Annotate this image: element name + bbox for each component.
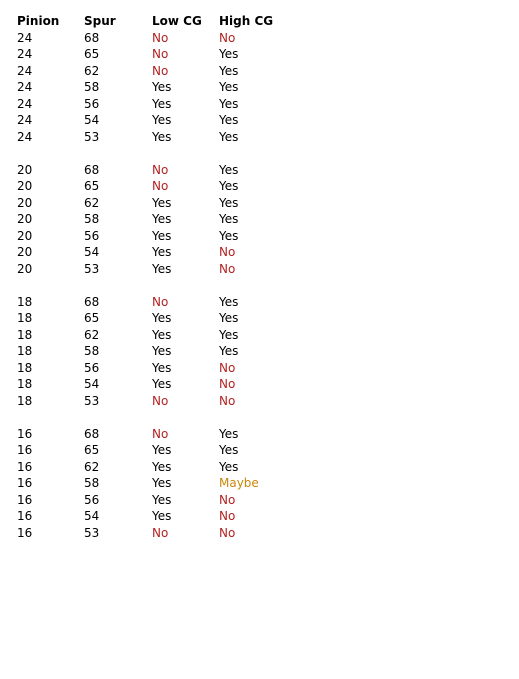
pinion-cell: 16	[17, 426, 33, 441]
high-cg-cell: No	[219, 525, 236, 540]
spur-cell: 54	[84, 509, 100, 523]
high-cg-cell: Yes	[219, 344, 239, 358]
low-cg-cell: No	[152, 294, 169, 309]
header-pinion: Pinion	[17, 14, 60, 28]
table-row	[17, 129, 289, 146]
header-row	[17, 13, 289, 30]
pinion-cell: 24	[17, 129, 33, 144]
pinion-cell: 18	[17, 294, 33, 309]
low-cg-cell: Yes	[152, 311, 172, 325]
spur-cell: 53	[84, 393, 100, 408]
spur-cell: 54	[84, 245, 100, 259]
table-row	[17, 508, 289, 525]
low-cg-cell: No	[152, 393, 169, 408]
spur-cell: 62	[84, 63, 100, 78]
table-row	[17, 459, 289, 476]
table-row	[17, 228, 289, 245]
table-row	[17, 393, 289, 410]
pinion-cell: 20	[17, 228, 33, 243]
high-cg-cell: No	[219, 393, 236, 408]
low-cg-cell: No	[152, 179, 169, 193]
table-row	[17, 343, 289, 360]
pinion-cell: 20	[17, 195, 33, 210]
table-row	[17, 96, 289, 113]
low-cg-cell: Yes	[152, 327, 172, 342]
low-cg-cell: Yes	[152, 459, 172, 474]
high-cg-cell: Yes	[219, 179, 239, 193]
table-row	[17, 195, 289, 212]
spur-cell: 68	[84, 294, 100, 309]
spur-cell: 53	[84, 129, 100, 144]
pinion-cell: 16	[17, 476, 33, 490]
spur-cell: 65	[84, 443, 100, 457]
pinion-cell: 18	[17, 344, 33, 358]
low-cg-cell: Yes	[152, 195, 172, 210]
pinion-cell: 24	[17, 47, 33, 61]
header-high-cg: High CG	[219, 14, 274, 28]
low-cg-cell: Yes	[152, 80, 172, 94]
low-cg-cell: Yes	[152, 129, 172, 144]
low-cg-cell: Yes	[152, 377, 172, 391]
table-row	[17, 426, 289, 443]
table-row	[17, 525, 289, 542]
pinion-cell: 24	[17, 96, 33, 111]
table-row	[17, 310, 289, 327]
pinion-cell: 18	[17, 311, 33, 325]
group-spacer	[17, 409, 289, 426]
low-cg-cell: Yes	[152, 245, 172, 259]
spur-cell: 65	[84, 311, 100, 325]
high-cg-cell: Yes	[219, 443, 239, 457]
group-spacer	[17, 277, 289, 294]
spur-cell: 56	[84, 96, 100, 111]
table-row	[17, 327, 289, 344]
low-cg-cell: Yes	[152, 344, 172, 358]
table-row	[17, 244, 289, 261]
table-header	[17, 13, 289, 30]
pinion-cell: 20	[17, 212, 33, 226]
low-cg-cell: Yes	[152, 212, 172, 226]
table-row	[17, 112, 289, 129]
low-cg-cell: Yes	[152, 476, 172, 490]
low-cg-cell: Yes	[152, 113, 172, 127]
pinion-cell: 16	[17, 509, 33, 523]
pinion-cell: 24	[17, 113, 33, 127]
spur-cell: 65	[84, 47, 100, 61]
table-row	[17, 30, 289, 47]
pinion-cell: 24	[17, 30, 33, 45]
table-row	[17, 261, 289, 278]
spur-cell: 54	[84, 377, 100, 391]
spur-cell: 58	[84, 476, 100, 490]
pinion-cell: 16	[17, 443, 33, 457]
table-row	[17, 46, 289, 63]
high-cg-cell: No	[219, 261, 236, 276]
high-cg-cell: No	[219, 377, 236, 391]
header-spur: Spur	[84, 14, 116, 28]
table-row	[17, 294, 289, 311]
spur-cell: 68	[84, 30, 100, 45]
high-cg-cell: No	[219, 360, 236, 375]
spur-cell: 56	[84, 360, 100, 375]
high-cg-cell: Yes	[219, 459, 239, 474]
high-cg-cell: Yes	[219, 426, 239, 441]
pinion-cell: 20	[17, 261, 33, 276]
pinion-cell: 18	[17, 393, 33, 408]
pinion-cell: 16	[17, 525, 33, 540]
table-row	[17, 442, 289, 459]
high-cg-cell: No	[219, 492, 236, 507]
spur-cell: 65	[84, 179, 100, 193]
table-row	[17, 178, 289, 195]
pinion-cell: 20	[17, 245, 33, 259]
high-cg-cell: Yes	[219, 294, 239, 309]
spur-cell: 58	[84, 212, 100, 226]
pinion-cell: 20	[17, 179, 33, 193]
spur-cell: 53	[84, 261, 100, 276]
pinion-cell: 24	[17, 63, 33, 78]
low-cg-cell: No	[152, 426, 169, 441]
high-cg-cell: No	[219, 30, 236, 45]
header-low-cg: Low CG	[152, 14, 202, 28]
high-cg-cell: Yes	[219, 47, 239, 61]
pinion-cell: 24	[17, 80, 33, 94]
high-cg-cell: Yes	[219, 228, 239, 243]
low-cg-cell: No	[152, 63, 169, 78]
high-cg-cell: Yes	[219, 113, 239, 127]
table-row	[17, 376, 289, 393]
high-cg-cell: Yes	[219, 212, 239, 226]
low-cg-cell: Yes	[152, 228, 172, 243]
spur-cell: 56	[84, 492, 100, 507]
pinion-cell: 18	[17, 360, 33, 375]
spur-cell: 56	[84, 228, 100, 243]
high-cg-cell: Yes	[219, 311, 239, 325]
low-cg-cell: Yes	[152, 96, 172, 111]
spacer-cell	[17, 409, 289, 426]
table-row	[17, 211, 289, 228]
high-cg-cell: No	[219, 509, 236, 523]
spur-cell: 62	[84, 459, 100, 474]
low-cg-cell: No	[152, 162, 169, 177]
high-cg-cell: Yes	[219, 195, 239, 210]
table-row	[17, 492, 289, 509]
pinion-cell: 16	[17, 459, 33, 474]
spur-cell: 62	[84, 195, 100, 210]
low-cg-cell: No	[152, 30, 169, 45]
high-cg-cell: No	[219, 245, 236, 259]
spur-cell: 53	[84, 525, 100, 540]
low-cg-cell: Yes	[152, 509, 172, 523]
low-cg-cell: Yes	[152, 492, 172, 507]
low-cg-cell: Yes	[152, 360, 172, 375]
table-row	[17, 162, 289, 179]
high-cg-cell: Yes	[219, 80, 239, 94]
pinion-cell: 16	[17, 492, 33, 507]
low-cg-cell: No	[152, 525, 169, 540]
spur-cell: 62	[84, 327, 100, 342]
gear-ratio-table	[17, 13, 289, 541]
high-cg-cell: Maybe	[219, 476, 259, 490]
pinion-cell: 18	[17, 377, 33, 391]
group-spacer	[17, 145, 289, 162]
spur-cell: 68	[84, 426, 100, 441]
spacer-cell	[17, 277, 289, 294]
pinion-cell: 18	[17, 327, 33, 342]
high-cg-cell: Yes	[219, 162, 239, 177]
pinion-cell: 20	[17, 162, 33, 177]
spur-cell: 58	[84, 80, 100, 94]
high-cg-cell: Yes	[219, 63, 239, 78]
table-row	[17, 475, 289, 492]
spur-cell: 58	[84, 344, 100, 358]
high-cg-cell: Yes	[219, 327, 239, 342]
high-cg-cell: Yes	[219, 96, 239, 111]
low-cg-cell: No	[152, 47, 169, 61]
low-cg-cell: Yes	[152, 261, 172, 276]
table-row	[17, 63, 289, 80]
spacer-cell	[17, 145, 289, 162]
table-row	[17, 79, 289, 96]
low-cg-cell: Yes	[152, 443, 172, 457]
spur-cell: 68	[84, 162, 100, 177]
table-body	[17, 30, 289, 542]
spur-cell: 54	[84, 113, 100, 127]
high-cg-cell: Yes	[219, 129, 239, 144]
table-row	[17, 360, 289, 377]
